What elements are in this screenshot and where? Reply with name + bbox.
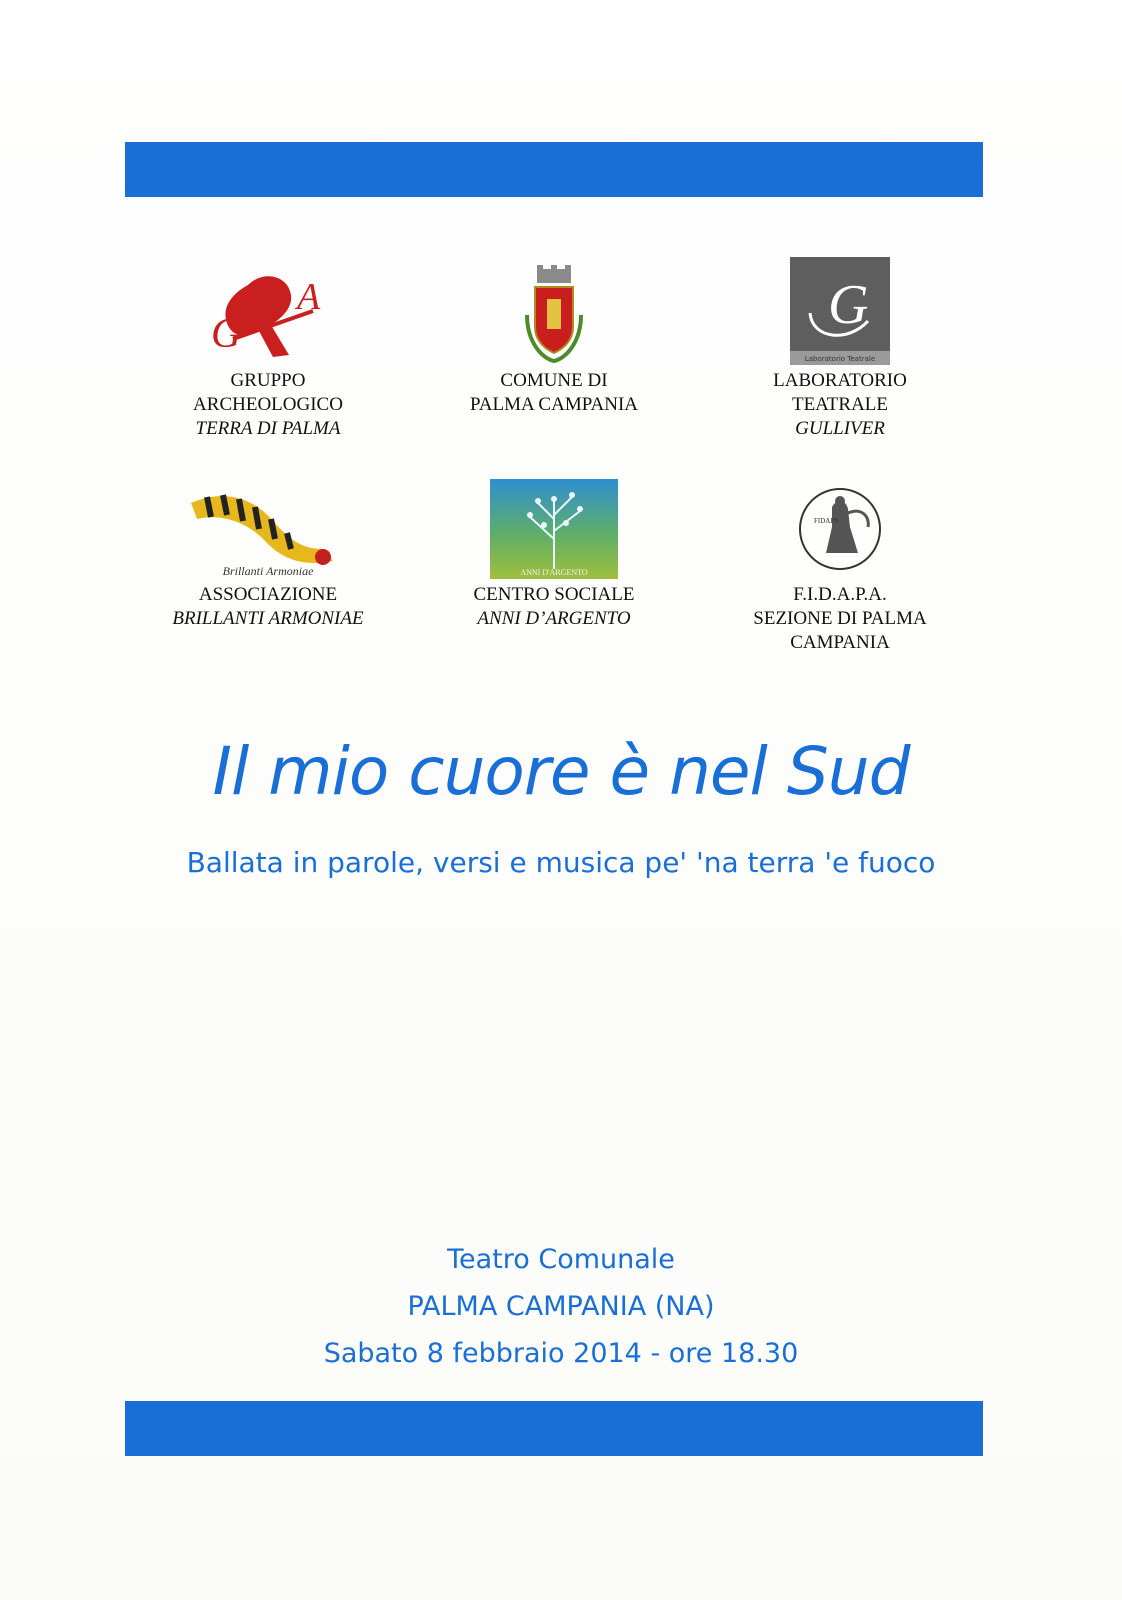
event-venue-block <box>0 1236 1122 1377</box>
bottom-blue-band <box>125 1401 983 1456</box>
top-blue-band <box>125 142 983 197</box>
org-gruppo-archeologico <box>125 255 411 441</box>
org-name-line: F.I.D.A.P.A. <box>793 584 887 605</box>
org-name-line: TEATRALE <box>791 394 889 415</box>
gruppo-archeologico-logo-icon <box>193 255 343 365</box>
org-name-italic: GULLIVER <box>795 418 885 439</box>
coat-of-arms-icon <box>519 265 589 365</box>
gulliver-logo-icon <box>790 257 890 365</box>
org-name-line: GRUPPO <box>230 370 306 391</box>
centro-sociale-caption <box>474 583 635 631</box>
event-subtitle: Ballata in parole, versi e musica pe' 'na terra 'e fuoco <box>186 846 936 879</box>
brillanti-logo-caption: Brillanti Armoniae <box>222 564 314 578</box>
org-name-line: ARCHEOLOGICO <box>193 394 343 415</box>
gulliver-logo-g: G <box>828 274 869 336</box>
org-name-line: PALMA CAMPANIA <box>469 394 639 415</box>
brillanti-armoniae-logo-icon <box>183 469 353 579</box>
venue-city: PALMA CAMPANIA (NA) <box>407 1291 715 1322</box>
org-name-line: COMUNE DI <box>500 370 608 391</box>
gruppo-archeologico-caption <box>193 369 343 441</box>
org-name-italic: TERRA DI PALMA <box>195 418 341 439</box>
event-title: Il mio cuore è nel Sud <box>212 733 910 810</box>
fidapa-medallion-icon <box>792 483 888 579</box>
sponsor-logo-grid <box>125 255 983 655</box>
org-comune <box>411 255 697 441</box>
comune-caption <box>470 369 638 417</box>
org-centro-sociale <box>411 469 697 655</box>
org-name-line: SEZIONE DI PALMA <box>753 608 927 629</box>
ga-emblem-icon <box>193 265 343 365</box>
org-laboratorio-teatrale <box>697 255 983 441</box>
ga-logo-g: G <box>211 311 242 357</box>
centro-sociale-logo-caption: ANNI D'ARGENTO <box>520 568 588 577</box>
org-name-line: CAMPANIA <box>790 632 890 653</box>
piano-keys-logo-icon <box>183 483 353 579</box>
fidapa-caption <box>753 583 926 655</box>
laboratorio-teatrale-caption <box>773 369 907 441</box>
org-name-italic: BRILLANTI ARMONIAE <box>172 608 364 629</box>
centro-sociale-logo-icon <box>490 469 618 579</box>
ga-logo-a: A <box>297 276 321 318</box>
comune-coat-of-arms-icon <box>519 255 589 365</box>
laboratorio-teatrale-logo-icon <box>790 255 890 365</box>
org-fidapa <box>697 469 983 655</box>
event-date-time: Sabato 8 febbraio 2014 - ore 18.30 <box>323 1338 799 1369</box>
tree-logo-icon <box>490 479 618 579</box>
org-brillanti-armoniae <box>125 469 411 655</box>
gulliver-logo-caption: Laboratorio Teatrale <box>804 355 876 363</box>
org-name-line: LABORATORIO <box>773 370 907 391</box>
brillanti-armoniae-caption <box>172 583 363 631</box>
org-name-line: ASSOCIAZIONE <box>198 584 338 605</box>
fidapa-logo-caption: FIDAPA <box>814 517 839 525</box>
fidapa-logo-icon <box>792 469 888 579</box>
venue-name: Teatro Comunale <box>447 1244 675 1275</box>
org-name-italic: ANNI D’ARGENTO <box>477 608 631 629</box>
org-name-line: CENTRO SOCIALE <box>473 584 635 605</box>
